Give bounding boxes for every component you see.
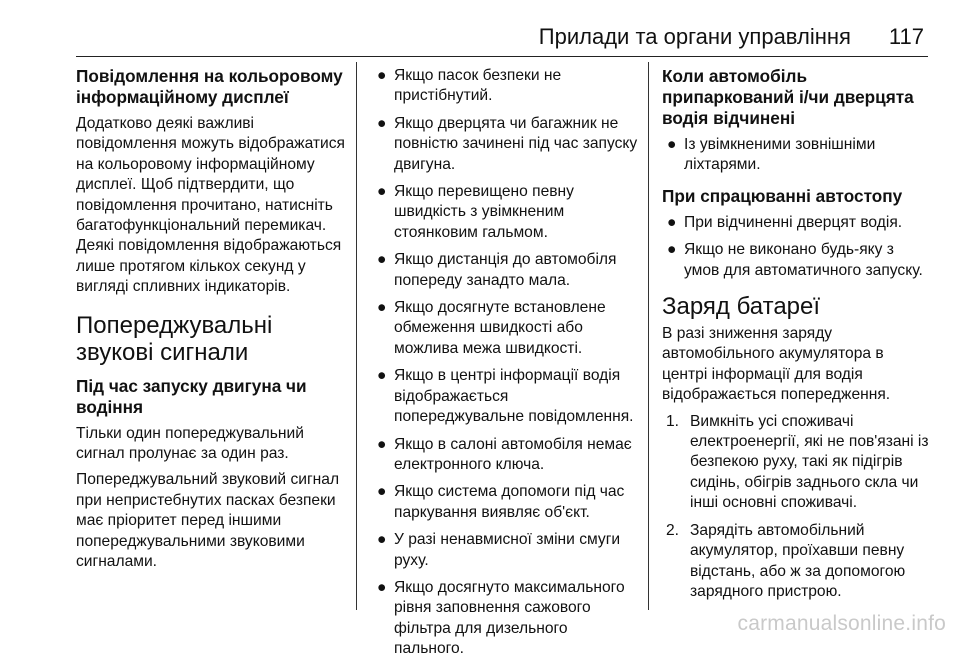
list-item [662, 213, 932, 233]
bullet-icon: ● [377, 578, 387, 596]
list-item [662, 135, 932, 176]
heading-warning-chimes: Попереджувальні звукові сигнали [76, 311, 273, 366]
list-item-text: Із увімкненими зовнішніми ліхтарями. [684, 136, 876, 174]
list-item [372, 250, 638, 291]
heading-parked: Коли автомобіль припаркований і/чи дверцята водія відчинені [662, 66, 914, 128]
list-item-text: Якщо досягнуте встановлене обмеження швидкості або можлива межа швидкості. [394, 299, 606, 357]
bullet-icon: ● [377, 531, 387, 549]
bullet-icon: ● [377, 183, 387, 201]
column-divider-2 [648, 62, 649, 610]
step-number: 2. [666, 521, 680, 539]
column-2 [372, 66, 638, 667]
paragraph-seatbelt-priority: Попереджувальний звуковий сигнал при непристебнутих пасках безпеки має пріоритет перед іншими попереджувальними звуковими сигналами. [76, 471, 340, 571]
warning-chime-list [372, 66, 638, 660]
page-header-title: Прилади та органи управління [538, 24, 851, 49]
list-item [662, 412, 932, 514]
list-item [372, 578, 638, 660]
list-item [372, 182, 638, 243]
bullet-icon: ● [667, 213, 677, 231]
list-item-text: Якщо перевищено певну швидкість з увімкненим стоянковим гальмом. [394, 183, 574, 241]
column-1 [76, 66, 348, 579]
list-item [372, 114, 638, 175]
autostop-list [662, 213, 932, 281]
bullet-icon: ● [377, 67, 387, 84]
parked-list [662, 135, 932, 176]
page-number: 117 [888, 24, 924, 49]
list-item-text: У разі ненавмисної зміни смуги руху. [394, 531, 621, 569]
list-item [372, 435, 638, 476]
page-header [0, 24, 924, 50]
bullet-icon: ● [377, 251, 387, 269]
battery-steps [662, 412, 932, 603]
heading-battery: Заряд батареї [662, 293, 821, 321]
list-item-text: Якщо в салоні автомобіля немає електронного ключа. [394, 435, 632, 473]
list-item-text: Якщо дистанція до автомобіля попереду занадто мала. [394, 251, 617, 289]
list-item [372, 298, 638, 359]
heading-autostop: При спрацюванні автостопу [662, 185, 903, 206]
list-item-text: Якщо дверцята чи багажник не повністю зачинені під час запуску двигуна. [394, 114, 638, 173]
list-item-text: При відчиненні дверцят водія. [684, 213, 903, 231]
step-text: Вимкніть усі споживачі електроенергії, які не пов'язані із безпекою руху, такі як підігрів сидінь, обігрів заднього скла чи інші основні споживачі. [690, 412, 929, 512]
list-item [372, 66, 638, 107]
column-divider-1 [356, 62, 357, 610]
step-number: 1. [666, 412, 680, 430]
list-item [662, 240, 932, 281]
bullet-icon: ● [377, 299, 387, 317]
watermark: carmanualsonline.info [737, 612, 946, 635]
paragraph-one-chime: Тільки один попереджувальний сигнал пролунає за один раз. [76, 424, 304, 463]
list-item-text: Якщо в центрі інформації водія відображається попереджувальне повідомлення. [394, 367, 634, 426]
list-item-text: Якщо система допомоги під час паркування виявляє об'єкт. [394, 483, 625, 521]
heading-engine-start: Під час запуску двигуна чи водіння [76, 375, 307, 417]
step-text: Зарядіть автомобільний акумулятор, проїхавши певну відстань, або ж за допомогою зарядного пристрою. [690, 521, 906, 600]
bullet-icon: ● [377, 483, 387, 501]
list-item [372, 530, 638, 571]
heading-color-display: Повідомлення на кольоровому інформаційному дисплеї [76, 66, 343, 107]
list-item [372, 366, 638, 427]
list-item-text: Якщо пасок безпеки не пристібнутий. [394, 67, 562, 105]
bullet-icon: ● [667, 241, 677, 259]
bullet-icon: ● [377, 367, 387, 385]
paragraph-color-display: Додатково деякі важливі повідомлення можуть відображатися на кольоровому інформаційному дисплеї. Щоб підтвердити, що повідомлення прочитано, натисніть багатофункціональний перемикач. Деякі повідомлення відображаються лише протягом кількох секунд у вигляді спливних індикаторів. [76, 115, 345, 296]
list-item-text: Якщо досягнуто максимального рівня заповнення сажового фільтра для дизельного пального. [394, 578, 625, 658]
bullet-icon: ● [377, 114, 387, 132]
list-item [662, 521, 932, 603]
list-item-text: Якщо не виконано будь-яку з умов для автоматичного запуску. [684, 241, 923, 279]
bullet-icon: ● [377, 435, 387, 453]
bullet-icon: ● [667, 136, 677, 153]
header-rule [76, 56, 928, 57]
paragraph-battery: В разі зниження заряду автомобільного акумулятора в центрі інформації для водія відображається попередження. [662, 325, 891, 404]
column-3 [662, 66, 932, 609]
list-item [372, 482, 638, 523]
